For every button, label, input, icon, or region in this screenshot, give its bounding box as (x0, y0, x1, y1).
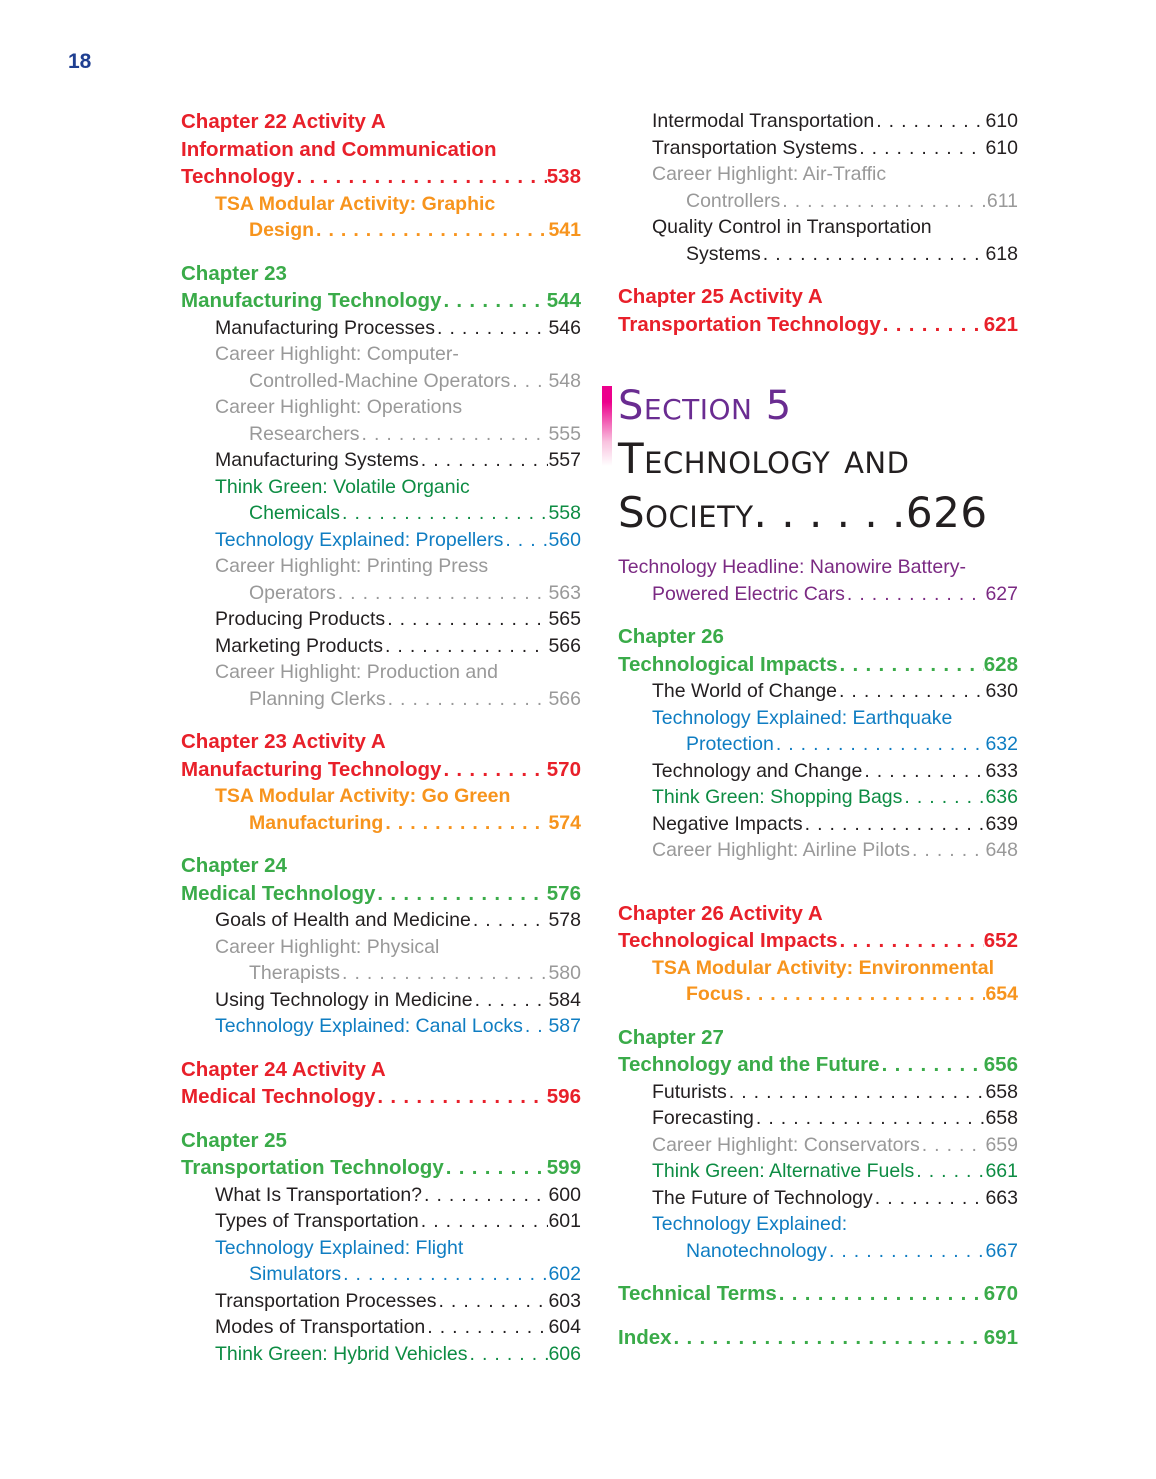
toc-entry-title: Medical Technology (181, 881, 376, 905)
leader-dots (341, 1261, 548, 1288)
toc-entry-title: The World of Change (652, 680, 837, 702)
leader-dots (827, 1238, 986, 1265)
page-number-ref: 576 (546, 881, 581, 905)
toc-entry-title: Think Green: Hybrid Vehicles (215, 1342, 468, 1365)
toc-entry-nanotechnology[interactable] (618, 1211, 1018, 1264)
toc-entry-title: Goals of Health and Medicine (215, 909, 471, 931)
toc-entry-title: Marketing Products (215, 634, 383, 657)
toc-entry-focus[interactable] (618, 955, 1018, 1008)
toc-entry-title-line: TSA Modular Activity: Graphic (215, 192, 496, 215)
leader-dots (441, 287, 546, 315)
toc-entry-technology-and-change[interactable] (618, 758, 1018, 785)
toc-entry-title: Producing Products (215, 608, 386, 630)
page-number-ref: 580 (548, 962, 581, 984)
leader-dots (837, 678, 985, 705)
leader-dots (920, 1132, 986, 1159)
page-number-ref: 636 (985, 786, 1018, 808)
toc-entry-goals-of-health-and-medicine[interactable] (181, 907, 581, 934)
toc-entry-title: Technological Impacts (618, 929, 838, 952)
toc-entry-planning-clerks[interactable] (181, 659, 581, 712)
leader-dots (777, 1280, 984, 1308)
page-number-ref: 610 (985, 136, 1018, 159)
page-number-ref: 633 (985, 759, 1018, 782)
spacer (181, 712, 581, 728)
toc-entry-title-line: Career Highlight: Operations (215, 396, 463, 418)
leader-dots (881, 311, 984, 339)
toc-entry-title-line: Technology Explained: Flight (215, 1236, 464, 1259)
toc-entry-title: Controlled-Machine Operators (249, 369, 511, 392)
toc-entry-title-line: Chapter 25 Activity A (618, 285, 823, 308)
leader-dots (425, 1314, 548, 1341)
toc-entry-manufacturing-processes[interactable] (181, 315, 581, 342)
spacer (618, 1008, 1018, 1024)
page-number-ref: 610 (985, 110, 1018, 132)
page-number-ref: 566 (548, 634, 581, 657)
page-number-ref: 578 (548, 909, 581, 931)
leader-dots (471, 907, 549, 934)
toc-entry-title: Simulators (249, 1263, 342, 1285)
leader-dots (510, 368, 548, 395)
toc-entry-manufacturing-technology[interactable] (181, 260, 581, 315)
page-number-ref: 601 (548, 1210, 581, 1232)
spacer (618, 1264, 1018, 1280)
section-title-text: Society (618, 488, 754, 537)
toc-entry-title: Manufacturing Technology (181, 757, 442, 781)
toc-entry-title: Think Green: Shopping Bags (652, 786, 903, 808)
toc-entry-title: Types of Transportation (215, 1210, 419, 1232)
leader-dots (857, 135, 985, 162)
page-number-ref: 600 (548, 1183, 581, 1206)
toc-entry-title-line: Chapter 24 Activity A (181, 1057, 386, 1081)
toc-entry-the-future-of-technology[interactable] (618, 1185, 1018, 1212)
toc-entry-title: Negative Impacts (652, 812, 803, 835)
section-page-number: 626 (905, 488, 988, 537)
toc-entry-title: Researchers (249, 422, 360, 445)
leader-dots (444, 1154, 547, 1182)
page-number-ref: 627 (985, 582, 1018, 605)
toc-entry-title: Intermodal Transportation (652, 110, 875, 132)
page-number-ref: 621 (983, 312, 1018, 336)
spacer (618, 267, 1018, 283)
toc-entry-medical-technology[interactable] (181, 1056, 581, 1111)
toc-entry-manufacturing[interactable] (181, 783, 581, 836)
toc-entry-title: Futurists (652, 1080, 727, 1103)
toc-entry-title-line: Technology Headline: Nanowire Battery- (618, 556, 966, 578)
toc-entry-title: Transportation Technology (181, 1156, 444, 1179)
toc-entry-the-world-of-change[interactable] (618, 678, 1018, 705)
toc-entry-title-line: Chapter 27 (618, 1025, 724, 1049)
toc-entry-operators[interactable] (181, 553, 581, 606)
toc-entry-forecasting[interactable] (618, 1105, 1018, 1132)
page-number-ref: 603 (548, 1289, 581, 1312)
toc-entry-title-line: Chapter 25 (181, 1128, 287, 1152)
toc-entry-think-green-hybrid-vehicles[interactable] (181, 1341, 581, 1368)
leader-dots (375, 880, 546, 908)
leader-dots (874, 108, 985, 135)
toc-entry-title-line: TSA Modular Activity: Environmental (652, 956, 995, 979)
toc-entry-medical-technology[interactable] (181, 852, 581, 907)
toc-entry-using-technology-in-medicine[interactable] (181, 987, 581, 1014)
section-title-line2[interactable] (618, 486, 1018, 540)
page-number-ref: 548 (548, 369, 581, 392)
page-number-ref: 663 (985, 1186, 1018, 1209)
toc-entry-title-line: Chapter 24 (181, 854, 287, 877)
toc-entry-title: Transportation Systems (652, 136, 858, 159)
page-number-ref: 658 (985, 1080, 1018, 1103)
page-number-ref: 639 (985, 812, 1018, 835)
leader-dots (774, 731, 986, 758)
toc-entry-transportation-technology[interactable] (181, 1127, 581, 1182)
page-number: 18 (68, 50, 92, 73)
toc-entry-title-line: Technology Explained: (652, 1213, 848, 1235)
toc-entry-title: Controllers (686, 189, 781, 212)
page-number-ref: 611 (986, 189, 1018, 212)
toc-entry-simulators[interactable] (181, 1235, 581, 1288)
leader-dots (383, 810, 548, 837)
leader-dots (295, 163, 547, 191)
toc-entry-career-highlight-airline-pilots[interactable] (618, 837, 1018, 864)
toc-entry-title: Nanotechnology (686, 1239, 827, 1262)
section-leader-dots: . . . . . . (753, 488, 906, 537)
toc-entry-title: Forecasting (652, 1107, 754, 1129)
toc-entry-systems[interactable] (618, 214, 1018, 267)
toc-entry-think-green-alternative-fuels[interactable] (618, 1158, 1018, 1185)
leader-dots (441, 756, 546, 784)
toc-entry-title-line: Chapter 26 Activity A (618, 901, 823, 925)
toc-entry-futurists[interactable] (618, 1079, 1018, 1106)
toc-entry-title: Focus (686, 983, 744, 1005)
toc-entry-title: Using Technology in Medicine (215, 988, 473, 1011)
toc-entry-design[interactable] (181, 191, 581, 244)
toc-entry-title: Design (249, 219, 315, 241)
leader-dots (803, 811, 986, 838)
toc-entry-title: Technology and the Future (618, 1053, 880, 1076)
leader-dots (314, 217, 548, 244)
toc-entry-title: Career Highlight: Conservators (652, 1133, 920, 1156)
section-heading (618, 380, 1018, 540)
page-number-ref: 596 (546, 1085, 581, 1108)
toc-entry-title: Protection (686, 733, 774, 755)
leader-dots (340, 500, 548, 527)
page-number-ref: 587 (548, 1015, 581, 1037)
spacer (618, 607, 1018, 623)
leader-dots (727, 1079, 986, 1106)
page-number-ref: 558 (548, 502, 581, 524)
toc-entry-title-line: Technology Explained: Earthquake (652, 706, 953, 729)
page-number-ref: 546 (548, 316, 581, 339)
leader-dots (914, 1158, 985, 1185)
leader-dots (837, 651, 983, 679)
page-number-ref: 584 (548, 988, 581, 1011)
toc-entry-career-highlight-conservators[interactable] (618, 1132, 1018, 1159)
leader-dots (473, 987, 549, 1014)
toc-entry-what-is-transportation[interactable] (181, 1182, 581, 1209)
spacer (181, 244, 581, 260)
toc-entry-title: Chemicals (249, 502, 341, 524)
toc-entry-negative-impacts[interactable] (618, 811, 1018, 838)
toc-entry-title: What Is Transportation? (215, 1183, 423, 1206)
toc-entry-title: Transportation Processes (215, 1289, 437, 1312)
leader-dots (360, 421, 549, 448)
toc-entry-technological-impacts[interactable] (618, 623, 1018, 678)
toc-entry-title: Manufacturing (249, 811, 384, 834)
page-number-ref: 670 (983, 1282, 1018, 1305)
toc-entry-technology-explained-canal-locks[interactable] (181, 1013, 581, 1040)
toc-entry-title-line: Career Highlight: Physical (215, 935, 440, 958)
leader-dots (336, 580, 549, 607)
page-number-ref: 544 (546, 289, 581, 312)
section-label: Section 5 (618, 383, 792, 429)
leader-dots (761, 241, 986, 268)
toc-right-top (618, 108, 1018, 338)
page-number-ref: 606 (548, 1342, 581, 1365)
toc-entry-title: The Future of Technology (652, 1186, 873, 1209)
page-number-ref: 654 (985, 983, 1018, 1005)
page-number-ref: 659 (985, 1133, 1018, 1156)
toc-entry-modes-of-transportation[interactable] (181, 1314, 581, 1341)
toc-entry-controlled-machine-operators[interactable] (181, 341, 581, 394)
toc-entry-title: Career Highlight: Airline Pilots (652, 839, 910, 861)
toc-entry-title: Manufacturing Systems (215, 449, 419, 471)
leader-dots (375, 1083, 546, 1111)
leader-dots (419, 447, 549, 474)
leader-dots (862, 758, 985, 785)
section-accent-bar (602, 386, 612, 466)
toc-entry-technology-explained-propellers[interactable] (181, 527, 581, 554)
toc-entry-title-line: Career Highlight: Production and (215, 661, 498, 683)
page-number-ref: 656 (983, 1053, 1018, 1076)
toc-entry-title-line: Information and Communication (181, 137, 497, 161)
toc-entry-researchers[interactable] (181, 394, 581, 447)
leader-dots (902, 784, 985, 811)
toc-entry-title: Think Green: Alternative Fuels (652, 1160, 915, 1182)
spacer (181, 1111, 581, 1127)
page-number-ref: 691 (983, 1325, 1018, 1349)
leader-dots (419, 1208, 549, 1235)
toc-entry-title: Planning Clerks (249, 687, 386, 710)
toc-entry-transportation-processes[interactable] (181, 1288, 581, 1315)
toc-entry-title: Medical Technology (181, 1085, 376, 1108)
page-number-ref: 628 (983, 652, 1018, 676)
page-number-ref: 661 (985, 1160, 1018, 1182)
page-number-ref: 566 (548, 687, 581, 710)
toc-entry-transportation-systems[interactable] (618, 135, 1018, 162)
toc-entry-title: Technology and Change (652, 759, 863, 782)
leader-dots (383, 633, 548, 660)
toc-entry-title: Technical Terms (618, 1282, 777, 1305)
page-number-ref: 570 (546, 757, 581, 781)
toc-entry-title-line: TSA Modular Activity: Go Green (215, 785, 511, 807)
page-number-ref: 599 (546, 1156, 581, 1179)
leader-dots (754, 1105, 986, 1132)
page-number-ref: 667 (985, 1239, 1018, 1262)
leader-dots (436, 1288, 548, 1315)
toc-entry-transportation-technology[interactable] (618, 283, 1018, 338)
toc-entry-protection[interactable] (618, 705, 1018, 758)
page-number-ref: 560 (548, 528, 581, 551)
toc-entry-title: Operators (249, 581, 336, 604)
page-number-ref: 563 (548, 581, 581, 604)
toc-entry-title: Modes of Transportation (215, 1316, 426, 1338)
toc-entry-title-line: Think Green: Volatile Organic (215, 475, 470, 498)
toc-right-bottom (618, 554, 1018, 1351)
toc-entry-title-line: Career Highlight: Computer- (215, 343, 459, 365)
toc-entry-intermodal-transportation[interactable] (618, 108, 1018, 135)
toc-entry-producing-products[interactable] (181, 606, 581, 633)
leader-dots (435, 315, 548, 342)
toc-entry-manufacturing-technology[interactable] (181, 728, 581, 783)
leader-dots (910, 837, 986, 864)
page-number-ref: 618 (985, 242, 1018, 265)
toc-entry-title: Manufacturing Processes (215, 316, 436, 339)
toc-entry-chemicals[interactable] (181, 474, 581, 527)
toc-entry-manufacturing-systems[interactable] (181, 447, 581, 474)
spacer (181, 1040, 581, 1056)
toc-entry-technology-and-the-future[interactable] (618, 1024, 1018, 1079)
toc-entry-title: Systems (686, 242, 761, 265)
page-number-ref: 541 (548, 219, 581, 241)
page-number-ref: 648 (985, 839, 1018, 861)
toc-entry-title: Technology Explained: Canal Locks (215, 1015, 523, 1037)
page-number-ref: 604 (548, 1316, 581, 1338)
toc-entry-title-line: Quality Control in Transportation (652, 216, 932, 238)
toc-entry-title-line: Career Highlight: Air-Traffic (652, 163, 887, 185)
toc-entry-title: Therapists (249, 962, 341, 984)
spacer (618, 864, 1018, 900)
toc-entry-marketing-products[interactable] (181, 633, 581, 660)
leader-dots (780, 188, 987, 215)
toc-entry-powered-electric-cars[interactable] (618, 554, 1018, 607)
leader-dots (873, 1185, 986, 1212)
toc-left-column (181, 108, 581, 1367)
toc-entry-therapists[interactable] (181, 934, 581, 987)
toc-entry-think-green-shopping-bags[interactable] (618, 784, 1018, 811)
toc-entry-types-of-transportation[interactable] (181, 1208, 581, 1235)
leader-dots (880, 1051, 984, 1079)
page-number-ref: 632 (985, 733, 1018, 755)
toc-entry-title-line: Chapter 23 (181, 261, 287, 285)
toc-entry-technology[interactable] (181, 108, 581, 191)
leader-dots (503, 527, 548, 554)
page-number-ref: 565 (548, 608, 581, 630)
leader-dots (340, 960, 548, 987)
leader-dots (422, 1182, 548, 1209)
page-number-ref: 555 (548, 422, 581, 445)
toc-entry-index[interactable] (618, 1324, 1018, 1352)
leader-dots (837, 927, 983, 955)
leader-dots (468, 1341, 549, 1368)
toc-entry-title: Technology (181, 165, 295, 188)
page-number-ref: 630 (985, 680, 1018, 702)
toc-entry-title-line: Chapter 22 Activity A (181, 110, 386, 133)
page-number-ref: 658 (985, 1107, 1018, 1129)
page-number-ref: 574 (548, 811, 581, 834)
toc-entry-title-line: Career Highlight: Printing Press (215, 555, 489, 577)
leader-dots (385, 606, 548, 633)
toc-entry-title-line: Chapter 26 (618, 625, 724, 648)
leader-dots (386, 686, 549, 713)
page-number-ref: 538 (546, 165, 581, 188)
spacer (181, 836, 581, 852)
toc-entry-title: Technological Impacts (618, 652, 838, 676)
toc-right-column (618, 108, 1018, 1351)
section-title-line1: Technology and (618, 434, 910, 483)
toc-entry-title-line: Chapter 23 Activity A (181, 730, 386, 753)
toc-entry-technical-terms[interactable] (618, 1280, 1018, 1308)
toc-entry-controllers[interactable] (618, 161, 1018, 214)
leader-dots (672, 1324, 984, 1352)
leader-dots (743, 981, 985, 1008)
toc-entry-title: Technology Explained: Propellers (215, 528, 504, 551)
leader-dots (845, 581, 986, 608)
toc-entry-title: Powered Electric Cars (652, 582, 845, 605)
toc-entry-title: Manufacturing Technology (181, 289, 442, 312)
page-number-ref: 557 (548, 449, 581, 471)
page-number-ref: 652 (983, 929, 1018, 952)
leader-dots (523, 1013, 549, 1040)
toc-entry-title: Index (618, 1325, 672, 1349)
spacer (618, 1308, 1018, 1324)
toc-entry-title: Transportation Technology (618, 312, 881, 336)
toc-entry-technological-impacts[interactable] (618, 900, 1018, 955)
page-number-ref: 602 (548, 1263, 581, 1285)
